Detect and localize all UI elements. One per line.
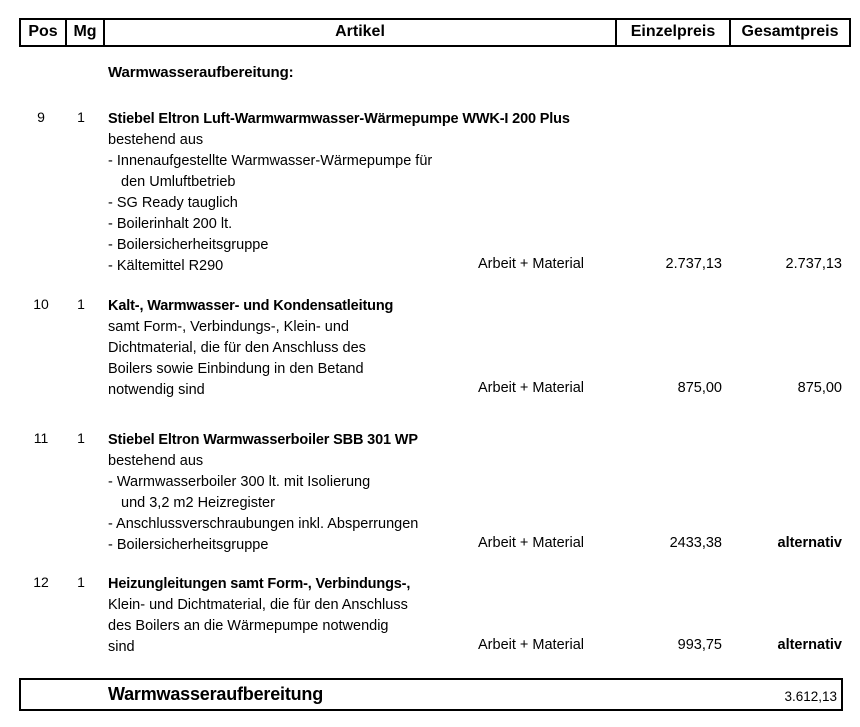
line-item-detail: - Anschlussverschraubungen inkl. Absperrungen [108, 516, 419, 532]
line-item-quantity: 1 [77, 430, 85, 446]
line-item-description [108, 296, 488, 401]
line-item-position: 9 [37, 109, 45, 125]
line-item-intro: bestehend aus [108, 453, 204, 469]
total-label: Warmwasseraufbereitung [108, 684, 323, 704]
line-item-quantity: 1 [77, 574, 85, 590]
line-item-detail: Klein- und Dichtmaterial, die für den Anschluss [108, 597, 408, 613]
line-item-quantity: 1 [77, 109, 85, 125]
line-item-work-label: Arbeit + Material [478, 637, 584, 653]
column-header-pos: Pos [20, 19, 66, 46]
table-body [19, 56, 843, 666]
column-header-mg: Mg [66, 19, 104, 46]
line-item-detail: - Boilersicherheitsgruppe [108, 537, 269, 553]
line-item-position: 10 [33, 296, 49, 312]
line-item-detail: - SG Ready tauglich [108, 195, 238, 211]
line-item-work-label: Arbeit + Material [478, 535, 584, 551]
line-item-detail: - Innenaufgestellte Warmwasser-Wärmepumpe für [108, 153, 433, 169]
line-item-title: Stiebel Eltron Warmwasserboiler SBB 301 WP [108, 432, 418, 448]
line-item-work-label: Arbeit + Material [478, 256, 584, 272]
line-item-detail: - Warmwasserboiler 300 lt. mit Isolierung [108, 474, 371, 490]
line-item-detail: Boilers sowie Einbindung in den Betand [108, 361, 364, 377]
line-item-detail: den Umluftbetrieb [121, 174, 236, 190]
line-item-unit-price: 993,75 [677, 637, 722, 653]
line-item-detail: notwendig sind [108, 382, 205, 398]
line-item-total-price: alternativ [777, 637, 842, 653]
line-item-total-price: 2.737,13 [785, 256, 842, 272]
column-header-gesamtpreis: Gesamtpreis [730, 19, 850, 46]
line-item-detail: sind [108, 639, 135, 655]
line-item-total-price: alternativ [777, 535, 842, 551]
line-item-detail: samt Form-, Verbindungs-, Klein- und [108, 319, 349, 335]
line-item-title: Kalt-, Warmwasser- und Kondensatleitung [108, 298, 394, 314]
total-row [19, 678, 843, 711]
column-header-einzelpreis: Einzelpreis [616, 19, 730, 46]
line-item-title: Heizungleitungen samt Form-, Verbindungs-, [108, 576, 411, 592]
line-item-unit-price: 875,00 [677, 380, 722, 396]
line-item-position: 11 [33, 430, 49, 446]
column-header-artikel: Artikel [104, 19, 616, 46]
table-header-row [20, 19, 850, 46]
line-item-detail: des Boilers an die Wärmepumpe notwendig [108, 618, 389, 634]
line-item-description [108, 574, 488, 658]
line-item-detail: und 3,2 m2 Heizregister [121, 495, 275, 511]
line-item-detail: - Boilersicherheitsgruppe [108, 237, 269, 253]
line-item-detail: - Kältemittel R290 [108, 258, 224, 274]
line-item-position: 12 [33, 574, 49, 590]
line-item-detail: Dichtmaterial, die für den Anschluss des [108, 340, 366, 356]
line-item-intro: bestehend aus [108, 132, 204, 148]
table-header [19, 18, 851, 47]
total-value: 3.612,13 [784, 689, 837, 704]
line-item-description [108, 430, 488, 556]
section-heading: Warmwasseraufbereitung: [108, 64, 294, 81]
line-item-quantity: 1 [77, 296, 85, 312]
line-item-title: Stiebel Eltron Luft-Warmwarmwasser-Wärmepumpe WWK-I 200 Plus [108, 111, 570, 127]
line-item-unit-price: 2.737,13 [665, 256, 722, 272]
line-item-total-price: 875,00 [797, 380, 842, 396]
line-item-unit-price: 2433,38 [669, 535, 722, 551]
line-item-work-label: Arbeit + Material [478, 380, 584, 396]
line-item-detail: - Boilerinhalt 200 lt. [108, 216, 233, 232]
